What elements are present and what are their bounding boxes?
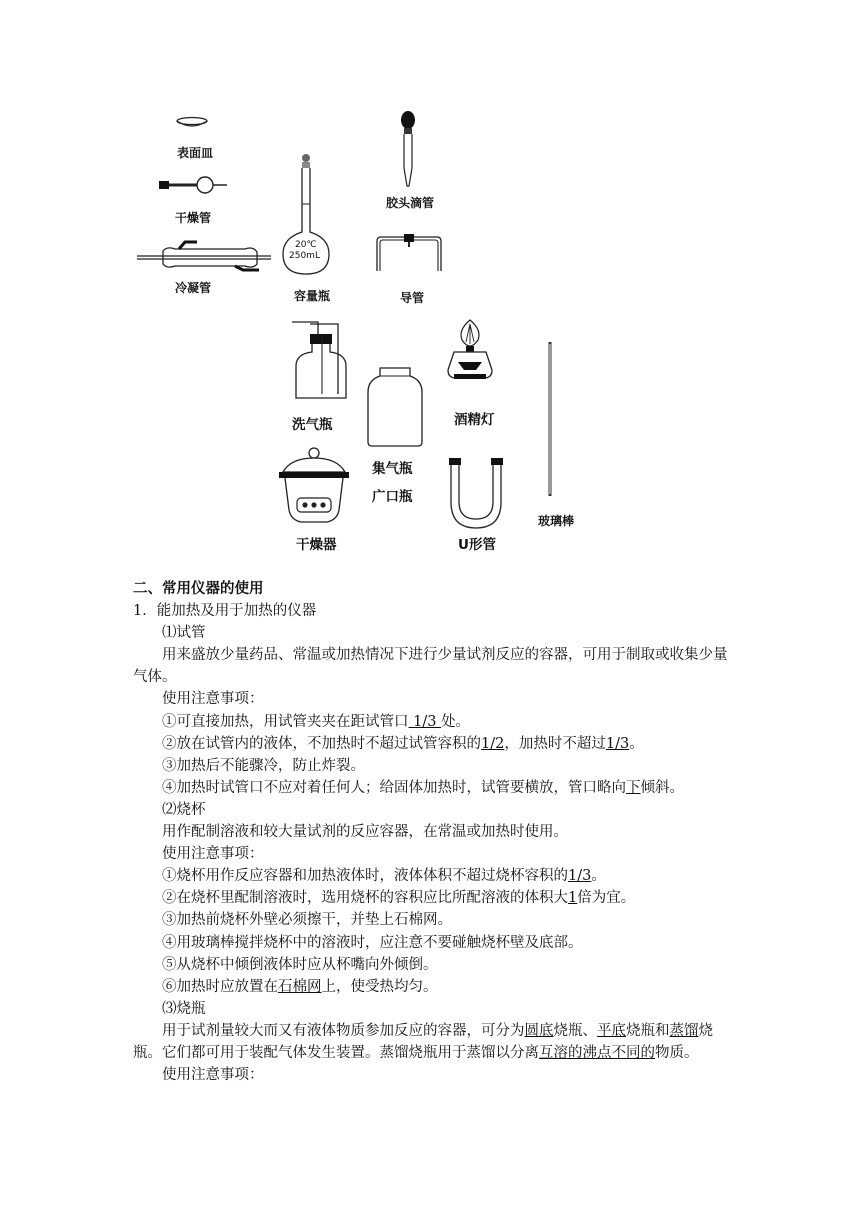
condenser-illustration [135,240,273,272]
test-tube-note-2: ②放在试管内的液体，不加热时不超过试管容积的1/2，加热时不超过1/3。 [162,735,644,752]
item-flask-title: ⑶烧瓶 [162,1000,206,1017]
test-tube-note-1: ①可直接加热，用试管夹夹在距试管口 1/3 处。 [162,713,471,730]
section-heading: 二、常用仪器的使用 [133,581,264,597]
label-alcohol-lamp: 酒精灯 [454,412,495,428]
label-drying-tube: 干燥管 [175,211,212,225]
beaker-note-3: ③加热前烧杯外壁必须擦干，并垫上石棉网。 [162,912,452,929]
beaker-note-1: ①烧杯用作反应容器和加热液体时，液体体积不超过烧杯容积的1/3。 [162,868,606,885]
gas-jar-illustration [364,366,426,448]
label-glass-rod: 玻璃棒 [538,514,575,528]
label-u-tube: U形管 [458,537,496,553]
beaker-note-2: ②在烧杯里配制溶液时，选用烧杯的容积应比所配溶液的体积大1倍为宜。 [162,890,636,907]
label-wide-mouth-bottle: 广口瓶 [372,489,413,505]
label-volumetric-flask: 容量瓶 [294,289,331,303]
glass-rod-illustration [546,340,556,500]
desiccator-illustration [277,446,351,528]
flask-marking-volume: 250mL [289,251,320,261]
label-delivery-tube: 导管 [400,291,425,305]
beaker-note-5: ⑤从烧杯中倾倒液体时应从杯嘴向外倾倒。 [162,956,438,973]
beaker-note-6: ⑥加热时应放置在石棉网上，使受热均匀。 [162,978,438,995]
notes-label: 使用注意事项： [162,846,264,863]
notes-label: 使用注意事项： [162,1067,264,1084]
apparatus-figure [120,100,740,570]
item-flask-desc: 用于试剂量较大而又有液体物质参加反应的容器，可分为圆底烧瓶、平底烧瓶和蒸馏烧瓶。它们都可用于装配气体发生装置。蒸馏烧瓶用于蒸馏以分离互溶的沸点不同的物质。 [133,1022,713,1061]
dropper-illustration [396,110,420,190]
label-gas-washing-bottle: 洗气瓶 [292,417,333,433]
item-test-tube-title: ⑴试管 [162,625,206,642]
watch-glass-illustration [172,115,212,131]
test-tube-note-4: ④加热时试管口不应对着任何人；给固体加热时，试管要横放，管口略向下倾斜。 [162,779,684,796]
label-gas-jar: 集气瓶 [372,461,413,477]
document-body [133,578,733,1086]
gas-washing-bottle-illustration [288,320,352,400]
item-beaker-title: ⑵烧杯 [162,801,206,818]
notes-label: 使用注意事项： [162,691,264,708]
label-dropper: 胶头滴管 [386,196,435,210]
u-tube-illustration [446,456,508,530]
test-tube-note-3: ③加热后不能骤冷，防止炸裂。 [162,757,365,774]
label-watch-glass: 表面皿 [177,146,214,160]
flask-marking-temp: 20℃ [295,240,317,250]
label-condenser: 冷凝管 [175,281,212,295]
item-test-tube-desc: 用来盛放少量药品、常温或加热情况下进行少量试剂反应的容器，可用于制取或收集少量气体。 [133,647,728,686]
delivery-tube-illustration [374,233,444,273]
alcohol-lamp-illustration [444,318,496,382]
label-desiccator: 干燥器 [296,537,337,553]
beaker-note-4: ④用玻璃棒搅拌烧杯中的溶液时，应注意不要碰触烧杯壁及底部。 [162,934,583,951]
drying-tube-illustration [157,174,229,196]
item-beaker-desc: 用作配制溶液和较大量试剂的反应容器，在常温或加热时使用。 [162,824,568,841]
subsection-heading: 1．能加热及用于加热的仪器 [133,603,317,620]
